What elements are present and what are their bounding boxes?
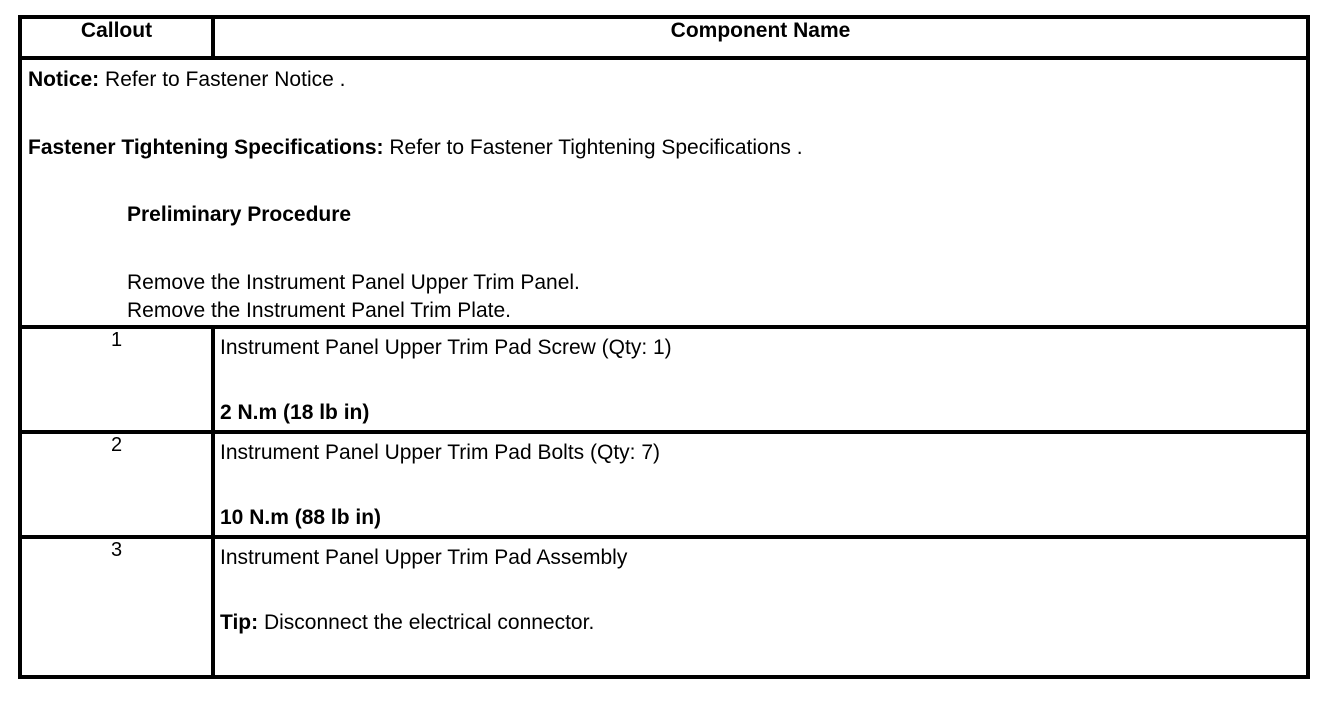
table-row <box>20 537 1308 677</box>
component-table <box>18 15 1310 679</box>
tip-line <box>220 611 594 635</box>
fastener-spec-label: Fastener Tightening Specifications: <box>28 136 384 159</box>
component-cell <box>213 327 1308 432</box>
notice-line <box>28 68 345 92</box>
component-cell <box>213 432 1308 537</box>
fastener-spec-text: Refer to Fastener Tightening Specifications . <box>383 136 803 159</box>
callout-number: 3 <box>20 537 213 677</box>
notice-row <box>20 58 1308 327</box>
notice-label: Notice: <box>28 68 100 91</box>
procedure-step: Remove the Instrument Panel Upper Trim Panel. <box>127 271 580 294</box>
component-name-header: Component Name <box>213 17 1308 58</box>
notice-cell <box>20 58 1308 327</box>
fastener-spec-line <box>28 136 803 160</box>
preliminary-procedure-heading: Preliminary Procedure <box>127 203 352 226</box>
procedure-step: Remove the Instrument Panel Trim Plate. <box>127 299 511 322</box>
component-name: Instrument Panel Upper Trim Pad Assembly <box>220 546 628 569</box>
torque-spec: 10 N.m (88 lb in) <box>220 506 382 529</box>
component-name: Instrument Panel Upper Trim Pad Bolts (Qty: 7) <box>220 441 660 464</box>
callout-header: Callout <box>20 17 213 58</box>
component-cell <box>213 537 1308 677</box>
component-name: Instrument Panel Upper Trim Pad Screw (Qty: 1) <box>220 336 672 359</box>
torque-spec: 2 N.m (18 lb in) <box>220 401 370 424</box>
tip-text: Disconnect the electrical connector. <box>258 611 595 634</box>
callout-number: 2 <box>20 432 213 537</box>
notice-text: Refer to Fastener Notice . <box>99 68 346 91</box>
callout-number: 1 <box>20 327 213 432</box>
table-row <box>20 327 1308 432</box>
tip-label: Tip: <box>220 611 259 634</box>
header-row <box>20 17 1308 58</box>
table-row <box>20 432 1308 537</box>
